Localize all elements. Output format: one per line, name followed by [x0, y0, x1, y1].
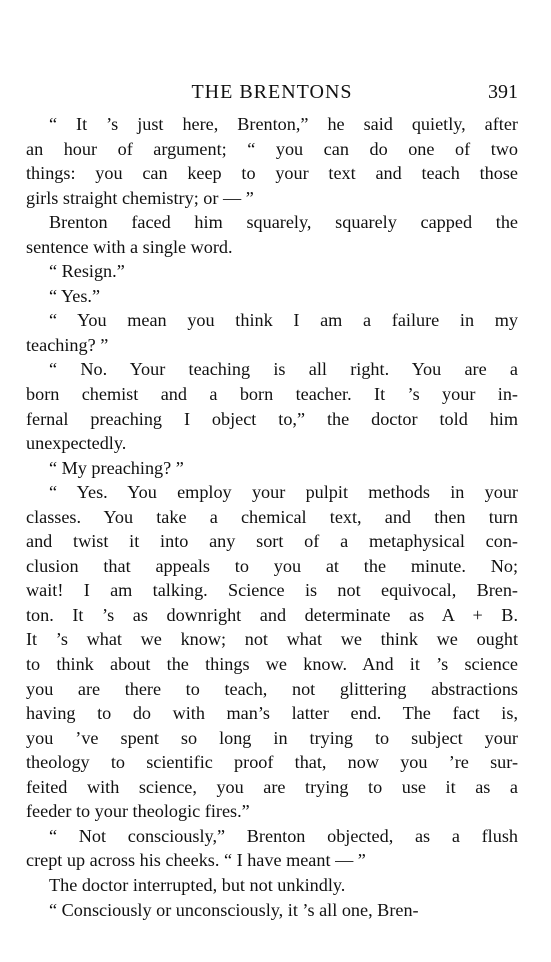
- text-line: ton. It ’s as downright and determinate as A + B.: [26, 604, 518, 625]
- text-line: girls straight chemistry; or — ”: [26, 187, 254, 208]
- text-line: you ’ve spent so long in trying to subject your: [26, 727, 518, 748]
- text-line: It ’s what we know; not what we think we ought: [26, 629, 518, 650]
- text-line: Brenton faced him squarely, squarely capped the: [49, 212, 518, 233]
- text-line: classes. You take a chemical text, and then turn: [26, 506, 518, 527]
- text-line: to think about the things we know. And it ’s science: [26, 654, 518, 675]
- text-line: “ Yes. You employ your pulpit methods in your: [49, 482, 518, 503]
- text-line: “ My preaching? ”: [49, 457, 184, 478]
- running-head: [26, 80, 518, 104]
- page-number: 391: [488, 81, 518, 103]
- text-line: “ Not consciously,” Brenton objected, as a flush: [49, 825, 518, 846]
- text-line: teaching? ”: [26, 334, 109, 355]
- text-line: having to do with man’s latter end. The fact is,: [26, 703, 518, 724]
- text-line: an hour of argument; “ you can do one of two: [26, 138, 518, 159]
- text-line: The doctor interrupted, but not unkindly.: [49, 874, 346, 895]
- text-line: sentence with a single word.: [26, 236, 233, 257]
- text-line: feeder to your theologic fires.”: [26, 801, 250, 822]
- text-line: you are there to teach, not glittering abstractions: [26, 678, 518, 699]
- text-line: born chemist and a born teacher. It ’s your in-: [26, 384, 518, 405]
- text-line: “ Resign.”: [49, 261, 125, 282]
- text-line: feited with science, you are trying to use it as a: [26, 776, 518, 797]
- text-line: “ It ’s just here, Brenton,” he said quietly, after: [49, 114, 518, 134]
- text-line: “ No. Your teaching is all right. You are a: [49, 359, 518, 380]
- text-line: “ You mean you think I am a failure in my: [49, 310, 518, 331]
- text-line: “ Consciously or unconsciously, it ’s all one, Bren-: [49, 899, 419, 920]
- text-line: and twist it into any sort of a metaphysical con-: [26, 531, 518, 552]
- text-line: fernal preaching I object to,” the doctor told him: [26, 408, 518, 429]
- running-title: THE BRENTONS: [191, 81, 353, 103]
- text-line: things: you can keep to your text and teach those: [26, 163, 518, 184]
- text-line: crept up across his cheeks. “ I have meant — ”: [26, 850, 366, 871]
- text-line: “ Yes.”: [49, 285, 101, 306]
- text-line: clusion that appeals to you at the minute. No;: [26, 555, 518, 576]
- text-line: wait! I am talking. Science is not equivocal, Bren-: [26, 580, 518, 601]
- text-line: unexpectedly.: [26, 433, 127, 454]
- text-line: theology to scientific proof that, now you ’re sur-: [26, 752, 518, 773]
- body-text: [26, 112, 518, 922]
